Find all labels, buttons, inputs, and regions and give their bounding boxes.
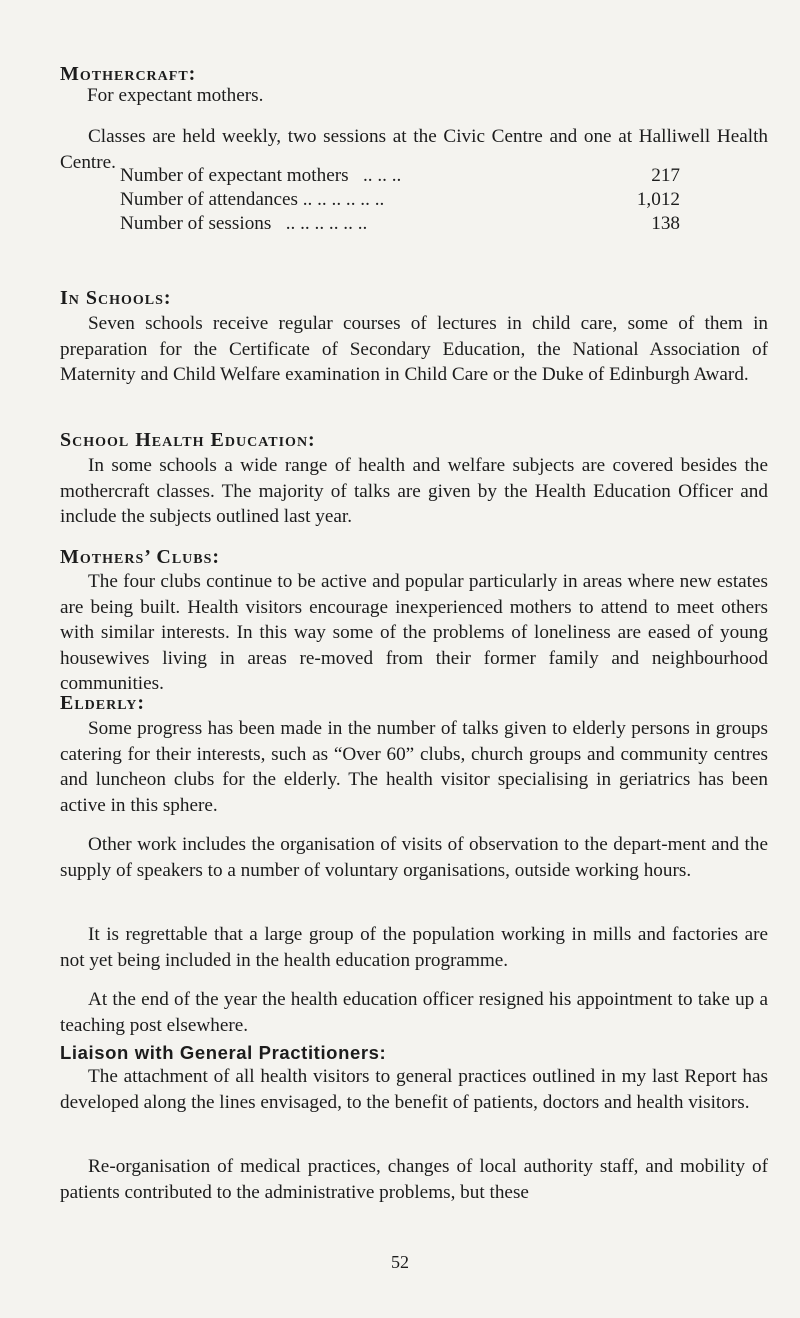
page-number: 52	[391, 1252, 409, 1272]
elderly-paragraph-3: It is regrettable that a large group of the population working in mills and factories are not yet being included in the health education programme.	[60, 924, 768, 971]
liaison-heading: Liaison with General Practitioners:	[60, 1042, 387, 1063]
stat-value: 138	[651, 213, 680, 234]
in-schools-heading: In Schools:	[60, 287, 172, 309]
mothers-clubs-paragraph: The four clubs continue to be active and popular particularly in areas where new estates are being built. Health visitors encourage inexperienced mothers to attend to meet others with similar interests. In this way some of the problems of loneliness are eased of young housewives living in areas re-moved from their former family and neighbourhood communities.	[60, 571, 768, 694]
school-health-heading: School Health Education:	[60, 429, 316, 451]
elderly-paragraph-1: Some progress has been made in the number of talks given to elderly persons in groups catering for their interests, such as “Over 60” clubs, church groups and community centres and luncheon clubs for the elderly. The health visitor specialising in geriatrics has been active in this sphere.	[60, 718, 768, 816]
stat-row-expectant-mothers	[120, 164, 680, 188]
elderly-paragraph-4: At the end of the year the health education officer resigned his appointment to take up a teaching post elsewhere.	[60, 989, 768, 1036]
mothercraft-statistics-table	[120, 164, 680, 236]
liaison-paragraph-2: Re-organisation of medical practices, changes of local authority staff, and mobility of patients contributed to the administrative problems, but these	[60, 1156, 768, 1203]
in-schools-paragraph: Seven schools receive regular courses of lectures in child care, some of them in preparation for the Certificate of Secondary Education, the National Association of Maternity and Child Welfare examination in Child Care or the Duke of Edinburgh Award.	[60, 313, 768, 385]
stat-label: Number of sessions .. .. .. .. .. ..	[120, 213, 368, 234]
stat-label: Number of attendances .. .. .. .. .. ..	[120, 189, 385, 210]
mothercraft-heading: Mothercraft:	[60, 63, 197, 85]
mothercraft-paragraph: Classes are held weekly, two sessions at the Civic Centre and one at Halliwell Health Centre.	[60, 126, 768, 173]
stat-label: Number of expectant mothers .. .. ..	[120, 165, 402, 186]
stat-row-attendances	[120, 188, 680, 212]
school-health-paragraph: In some schools a wide range of health and welfare subjects are covered besides the mothercraft classes. The majority of talks are given by the Health Education Officer and include the subjects outlined last year.	[60, 455, 768, 527]
elderly-paragraph-2: Other work includes the organisation of visits of observation to the depart-ment and the supply of speakers to a number of voluntary organisations, outside working hours.	[60, 834, 768, 881]
stat-value: 1,012	[636, 189, 680, 210]
mothercraft-subheading: For expectant mothers.	[87, 85, 264, 106]
stat-value: 217	[651, 165, 680, 186]
mothers-clubs-heading: Mothers’ Clubs:	[60, 546, 221, 568]
liaison-paragraph-1: The attachment of all health visitors to general practices outlined in my last Report has developed along the lines envisaged, to the benefit of patients, doctors and health visitors.	[60, 1066, 768, 1113]
stat-row-sessions	[120, 212, 680, 236]
elderly-heading: Elderly:	[60, 692, 146, 714]
